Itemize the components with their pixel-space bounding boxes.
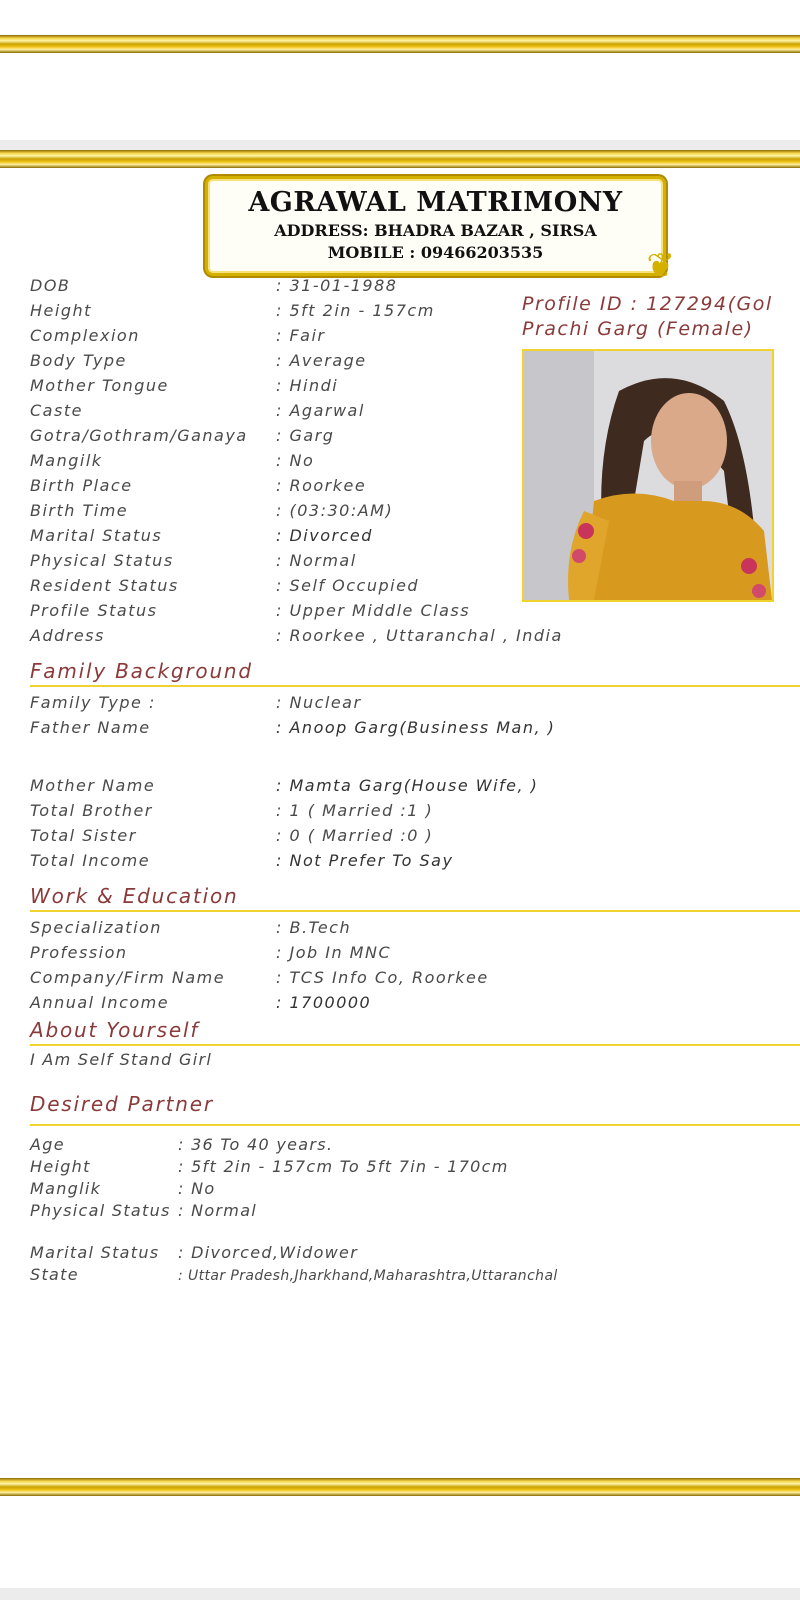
- detail-label: Manglik: [30, 1179, 102, 1198]
- detail-label: DOB: [30, 276, 71, 295]
- footer-gold-border: [0, 1478, 800, 1496]
- family-row-brother: [30, 801, 433, 820]
- work-row-specialization: [30, 918, 351, 937]
- detail-value: : Nuclear: [276, 693, 362, 712]
- detail-label: Caste: [30, 401, 83, 420]
- detail-label: Height: [30, 1157, 91, 1176]
- detail-value: : Upper Middle Class: [276, 601, 471, 620]
- detail-label: Annual Income: [30, 993, 170, 1012]
- detail-label: Marital Status: [30, 526, 163, 545]
- detail-row-resident-status: [30, 576, 419, 595]
- detail-row-birth-place: [30, 476, 366, 495]
- detail-label: Gotra/Gothram/Ganaya: [30, 426, 248, 445]
- detail-value: : Normal: [178, 1201, 258, 1220]
- person-photo-icon: [524, 351, 772, 600]
- detail-value: : Garg: [276, 426, 335, 445]
- detail-label: Age: [30, 1135, 65, 1154]
- detail-label: Profile Status: [30, 601, 158, 620]
- detail-label: Physical Status: [30, 1201, 171, 1220]
- section-work-education: Work & Education: [30, 884, 800, 912]
- detail-label: Family Type :: [30, 693, 156, 712]
- detail-value: : Agarwal: [276, 401, 365, 420]
- partner-row-physical-status: [30, 1201, 257, 1220]
- detail-value: : 36 To 40 years.: [178, 1135, 334, 1154]
- detail-value: : Not Prefer To Say: [276, 851, 454, 870]
- profile-id: Profile ID : 127294(Gol: [522, 293, 773, 315]
- top-gold-border: [0, 35, 800, 53]
- profile-photo: [522, 349, 774, 602]
- detail-label: Total Sister: [30, 826, 137, 845]
- partner-row-height: [30, 1157, 509, 1176]
- partner-row-manglik: [30, 1179, 215, 1198]
- detail-value: : Divorced,Widower: [178, 1243, 359, 1262]
- detail-value: : Average: [276, 351, 367, 370]
- detail-row-height: [30, 301, 435, 320]
- detail-value: : Normal: [276, 551, 357, 570]
- family-row-income: [30, 851, 453, 870]
- detail-value: : Self Occupied: [276, 576, 420, 595]
- detail-value: : 0 ( Married :0 ): [276, 826, 434, 845]
- detail-label: Resident Status: [30, 576, 179, 595]
- detail-row-complexion: [30, 326, 326, 345]
- detail-value: : No: [276, 451, 315, 470]
- partner-row-age: [30, 1135, 333, 1154]
- detail-row-mother-tongue: [30, 376, 338, 395]
- work-row-company: [30, 968, 489, 987]
- section-desired-partner: Desired Partner: [30, 1092, 800, 1126]
- agency-name: AGRAWAL MATRIMONY: [248, 187, 623, 218]
- agency-address: ADDRESS: BHADRA BAZAR , SIRSA: [274, 221, 597, 240]
- family-row-type: [30, 693, 362, 712]
- detail-label: Body Type: [30, 351, 127, 370]
- detail-label: Complexion: [30, 326, 140, 345]
- detail-row-body-type: [30, 351, 367, 370]
- detail-value: : 5ft 2in - 157cm To 5ft 7in - 170cm: [178, 1157, 509, 1176]
- detail-value: : Roorkee: [276, 476, 367, 495]
- detail-label: Mangilk: [30, 451, 103, 470]
- detail-label: Mother Tongue: [30, 376, 169, 395]
- family-row-father: [30, 718, 555, 737]
- detail-value: : Uttar Pradesh,Jharkhand,Maharashtra,Uttaranchal: [178, 1268, 558, 1284]
- family-row-sister: [30, 826, 433, 845]
- detail-value: : 31-01-1988: [276, 276, 398, 295]
- detail-label: Birth Place: [30, 476, 133, 495]
- detail-value: : Job In MNC: [276, 943, 392, 962]
- detail-label: Mother Name: [30, 776, 156, 795]
- detail-row-mangilk: [30, 451, 314, 470]
- detail-row-dob: [30, 276, 397, 295]
- detail-row-address: [30, 626, 563, 645]
- detail-label: Profession: [30, 943, 128, 962]
- detail-label: Physical Status: [30, 551, 174, 570]
- detail-value: : 1 ( Married :1 ): [276, 801, 434, 820]
- detail-value: : B.Tech: [276, 918, 352, 937]
- detail-value: : Mamta Garg(House Wife, ): [276, 776, 539, 795]
- profile-name: Prachi Garg (Female): [522, 318, 754, 340]
- detail-row-caste: [30, 401, 365, 420]
- profile-heading: [522, 292, 773, 342]
- ornament-icon: ❦: [646, 246, 675, 286]
- detail-value: : Roorkee , Uttaranchal , India: [276, 626, 563, 645]
- work-row-annual-income: [30, 993, 371, 1012]
- work-row-profession: [30, 943, 391, 962]
- about-text: I Am Self Stand Girl: [30, 1050, 213, 1069]
- detail-value: : Hindi: [276, 376, 339, 395]
- header-gold-border: [0, 150, 800, 168]
- detail-row-profile-status: [30, 601, 470, 620]
- detail-label: Marital Status: [30, 1243, 160, 1262]
- detail-value: : TCS Info Co, Roorkee: [276, 968, 489, 987]
- partner-row-marital-status: [30, 1243, 358, 1262]
- page-bottom-band: [0, 1588, 800, 1600]
- detail-label: Height: [30, 301, 92, 320]
- detail-label: Total Brother: [30, 801, 153, 820]
- section-about-yourself: About Yourself: [30, 1018, 800, 1046]
- detail-row-birth-time: [30, 501, 393, 520]
- detail-value: : Fair: [276, 326, 326, 345]
- detail-label: Company/Firm Name: [30, 968, 226, 987]
- detail-row-marital-status: [30, 526, 373, 545]
- detail-label: Birth Time: [30, 501, 129, 520]
- detail-label: Father Name: [30, 718, 151, 737]
- detail-row-physical-status: [30, 551, 357, 570]
- detail-value: : 5ft 2in - 157cm: [276, 301, 435, 320]
- detail-label: Address: [30, 626, 105, 645]
- detail-value: : Anoop Garg(Business Man, ): [276, 718, 556, 737]
- partner-row-state: [30, 1265, 558, 1284]
- detail-label: Specialization: [30, 918, 162, 937]
- family-row-mother: [30, 776, 538, 795]
- detail-row-gotra: [30, 426, 334, 445]
- detail-label: State: [30, 1265, 79, 1284]
- detail-value: : No: [178, 1179, 216, 1198]
- agency-mobile: MOBILE : 09466203535: [327, 243, 544, 262]
- section-family-background: Family Background: [30, 659, 800, 687]
- detail-value: : Divorced: [276, 526, 373, 545]
- detail-value: : 1700000: [276, 993, 372, 1012]
- detail-value: : (03:30:AM): [276, 501, 394, 520]
- detail-label: Total Income: [30, 851, 151, 870]
